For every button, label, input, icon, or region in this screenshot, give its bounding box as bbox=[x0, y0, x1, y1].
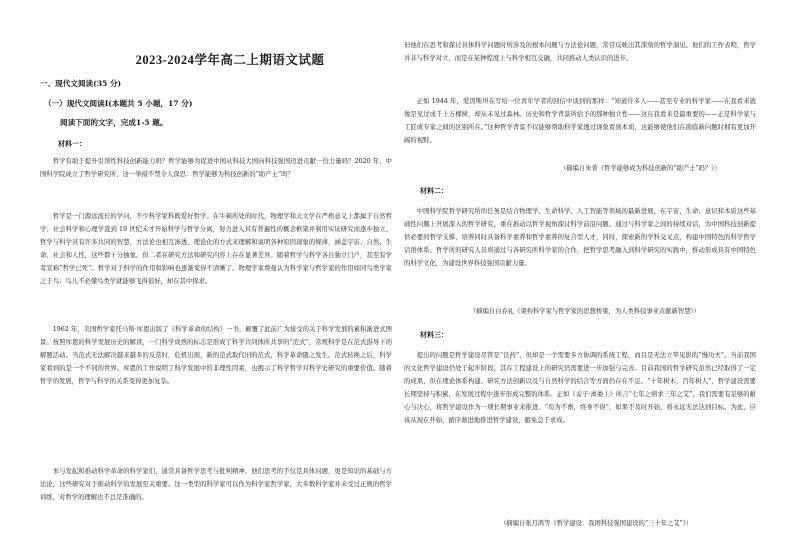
material-2-source: （摘编自白春礼《架构科学家与哲学家的思想桥梁，为人类科技事业贡献新智慧》） bbox=[470, 308, 700, 315]
material-1-paragraph: 哲学是一门源远流长的学问，不少科学家科既爱好哲学。在牛顿所处的时代，物理学和天文学在严格意义上都属于自然哲学；社会科学和心理学直到 19 世纪末才开始科学与哲学分离，努力进入具有普遍性的概念框架并利用实证研究而逐步独立。哲学与科学具有许多共同的智慧，方法论也相互渗透，理论化的方式来理解和说明各种原因现象的规律，涵盖宇宙、自然、生命、社会和人性，这些都十分抽象。但二者在研究方法和研究内容上存在显著差异。随着哲学与科学各自独立门户，甚至有学者宣称“哲学已死”。哲学对于科学的作用和影响也逐渐变得不清晰了。物理学家费曼认为科学家与哲学家的作用如同鸟类学家之于鸟：鸟儿不必懂鸟类学就能够飞得很好，却在其中探求。 bbox=[40, 213, 392, 285]
exam-title: 2023-2024学年高二上期语文试题 bbox=[135, 53, 325, 67]
instruction-text: 阅读下面的文字，完成1-5 题。 bbox=[60, 118, 168, 127]
material-1-paragraph: 本与发起和推动科学革命的科学家们，通常具备哲学思考与批判精神。他们思考的不仅是具体问题，更是知识的基础与方法论，这些研究对于推动科学的发展至关重要。这一类型的科学家可以作为科学家哲学家，大多数科学家并未受过正规的哲学训练，对哲学的理解也不总是准确的。 bbox=[40, 468, 392, 501]
material-1-quote: 正如 1944 年，爱因斯坦在写给一位青年学者的回信中谈到的那样：“知道许多人——甚至专业的科学家——在我看来就像是见过成千上万棵树，却从未见过森林。历史和哲学背景所给予的那种独立性——这在我看来是最重要的——正是科学家与工匠或专家之间的区别所在。”这种哲学背景不仅能够帮助科学家透过现象看到本质，也能够使他们在面临新问题时拥有更加开阔的视野。 bbox=[404, 98, 756, 144]
material-1-paragraph: 1962 年，美国哲学家托马斯·库恩出版了《科学革命的结构》一书，颠覆了此前广为接受的关于科学发展的累积渐进式图景。按照库恩的科学发展历史的解读，一门科学成熟的标志是形成了科学共同体所共享的“范式”，常规科学是在范式指导下的解题活动。当范式无法解决越来越多的反常时，危机出现，新的范式取代旧的范式，科学革命随之发生。范式转换之后，科学家看到的是一个不同的世界。库恩的工作说明了科学发展中的非理性因素，也揭示了科学哲学对科学史研究的重要价值。随着哲学的发展，哲学与科学的关系变得更加复杂。 bbox=[40, 326, 392, 385]
material-1-paragraph: 哲学有助于提升引领性科技创新能力吗？哲学能够为促进中国从科技大国向科技强国迈进贡献一份力量吗？2020 年，中国科学院成立了哲学研究所，这一举措不禁令人深思：哲学能够为科技创新的“助产士”吗？ bbox=[40, 158, 392, 178]
material-2-label: 材料二： bbox=[420, 186, 448, 195]
material-3-paragraph: 提出的问题是哲学建设尽管是“良药”，但却是一个需要多方协调的系统工程，而且是无法立竿见影的“慢功夫”。当前我国的文化哲学建设仍处于起步阶段，其在工程建设上的研究仍需要进一步加强与完善。目前我国的哲学研究虽然已经取得了一定的成果，但在理论体系构建、研究方法创新以及与自然科学的结合等方面仍存在不足。“十年树木，百年树人”，哲学建设需要长期坚持与积累，在发展过程中逐步形成完整的体系。正如《孟子·离娄上》所言“七年之病求三年之艾”，我们需要有足够的耐心与决心，将哲学建设作为一项长期事业来推进。“苟为不畜，终身不得”，如果不及时开始，将永远无法达到目标。为此，应该从现在开始，循序渐进地推进哲学建设，避免急于求成。 bbox=[404, 352, 756, 424]
section-heading: 一、现代文阅读(35 分) bbox=[40, 79, 122, 88]
material-3-label: 材料三： bbox=[420, 330, 448, 339]
material-1-source: （摘编自朱菁《哲学能够成为科技创新的“助产士”吗？》） bbox=[560, 165, 721, 172]
material-3-source: （摘编自张月鸿等《哲学建设：我国科技强国建设的“三十年之艾”》） bbox=[500, 520, 693, 527]
subsection-heading: （一）现代文阅读I(本题共 5 小题，17 分) bbox=[44, 99, 193, 108]
material-2-paragraph: 中国科学院哲学研究所的任务是结合物理学、生命科学、人工智能等领域的最新进展，在宇宙、生命、意识和本质这些基础性问题上开展深入的哲学研究，重在推动以哲学视角探讨科学前沿问题。通过与科学家之间的持续对话，为中国科技创新提供必要的哲学支撑，培养同时具备科学素养和哲学素养的复合型人才，同时，探索新的学科交叉点，构建中国特色的科学哲学话语体系。哲学所的研究人员将通过与各研究所科学家的合作，把哲学思考融入到科学研究的实践中，推动形成具有中国特色的科学文化，为建设世界科技强国贡献力量。 bbox=[404, 208, 756, 267]
material-1-label: 材料一： bbox=[58, 139, 86, 148]
material-1-continued: 但他们在思考和探讨具体科学问题时所涉及的根本问题与方法论问题，常常反映出其深刻的哲学洞见。他们的工作表明，哲学并非与科学对立，而是在某种程度上与科学相互交融，共同推动人类认识的进步。 bbox=[404, 42, 756, 62]
